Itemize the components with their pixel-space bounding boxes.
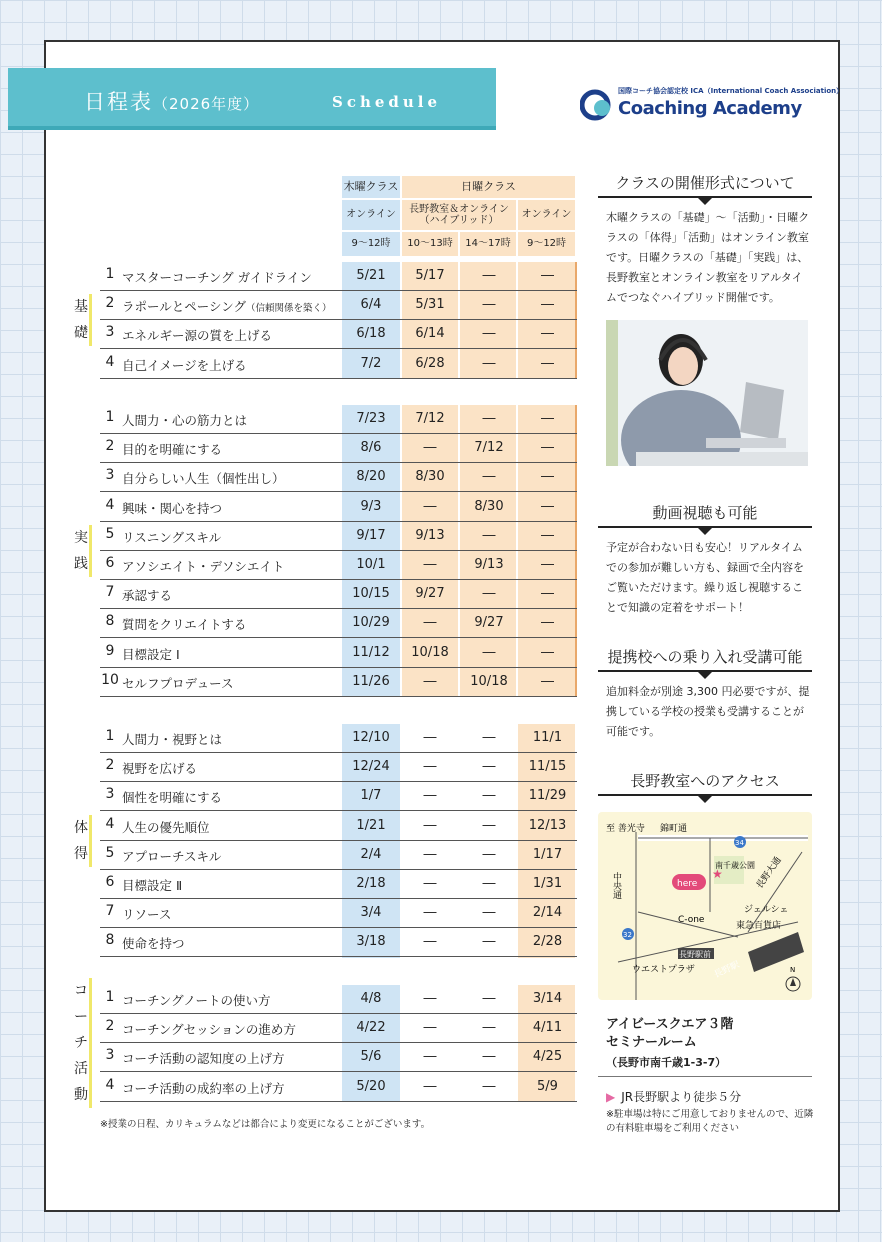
lesson-title: 目標設定 Ⅰ (122, 646, 180, 662)
category-label: 体得 (74, 819, 88, 862)
logo-mark-icon (580, 88, 614, 122)
date-thursday: 5/6 (360, 1049, 382, 1065)
date-hybrid-pm: ― (482, 1078, 496, 1094)
lesson-number: 2 (105, 295, 115, 312)
lesson-number: 7 (105, 903, 115, 920)
date-sunday-online: ― (541, 527, 554, 543)
date-hybrid-am: ― (423, 440, 437, 456)
year-label: （2026年度） (153, 95, 260, 113)
lesson-title: セルフプロデュース (122, 675, 234, 691)
date-sunday-online: 11/15 (528, 759, 567, 775)
date-sunday-online: 11/1 (532, 730, 563, 745)
lesson-number: 9 (105, 642, 115, 659)
online2-header: オンライン (518, 200, 575, 230)
date-hybrid-pm: ― (482, 326, 496, 342)
date-hybrid-am: ― (423, 557, 437, 572)
date-thursday: 10/15 (352, 586, 390, 602)
table-row (100, 463, 577, 492)
lesson-title: ラポールとペーシング（信頼関係を築く） (122, 299, 332, 315)
date-thursday: 4/22 (356, 1020, 386, 1036)
date-thursday: 12/24 (352, 759, 390, 775)
date-thursday: 6/4 (360, 297, 382, 313)
date-sunday-online: 4/11 (532, 1020, 563, 1036)
table-row (100, 551, 577, 580)
lesson-title: 自己イメージを上げる (122, 357, 247, 373)
lesson-number: 3 (105, 786, 115, 803)
date-hybrid-am: ― (423, 498, 437, 514)
date-hybrid-am: ― (423, 759, 437, 775)
venue-address: （長野市南千歳1-3-7） (606, 1056, 727, 1069)
table-row (100, 782, 577, 811)
date-hybrid-pm: ― (482, 905, 496, 921)
date-thursday: 3/18 (356, 934, 386, 950)
online-header: オンライン (342, 200, 400, 230)
date-sunday-online: ― (541, 268, 554, 283)
video-divider (598, 526, 812, 528)
date-hybrid-pm: ― (482, 527, 496, 543)
format-text: 木曜クラスの「基礎」～「活動」・日曜クラスの「体得」「活動」はオンライン教室です。日曜クラスの「基礎」「実践」は、長野教室とオンライン教室をリアルタイムでつなぐハイブリッド開催です。 (606, 211, 810, 304)
triangle-icon: ▶ (606, 1090, 616, 1104)
format-divider (598, 196, 812, 198)
access-divider (598, 794, 812, 796)
partner-text: 追加料金が別途 3,300 円必要ですが、提携している学校の授業も受講することが可能です。 (606, 685, 810, 738)
lesson-title: コーチングノートの使い方 (122, 993, 271, 1008)
table-row (100, 522, 577, 551)
lesson-number: 6 (105, 555, 115, 571)
date-hybrid-am: 10/18 (411, 644, 449, 660)
access-separator (598, 1076, 812, 1077)
date-thursday: 11/26 (352, 673, 390, 689)
lesson-number: 3 (105, 467, 115, 484)
sunday-header: 日曜クラス (402, 176, 575, 198)
date-thursday: 1/21 (356, 817, 386, 833)
date-thursday: 11/12 (352, 644, 390, 660)
date-thursday: 9/17 (356, 527, 386, 543)
lesson-title: 目的を明確にする (122, 442, 223, 458)
lesson-number: 4 (105, 496, 115, 513)
date-sunday-online: ― (541, 586, 554, 602)
date-hybrid-pm: ― (482, 297, 496, 313)
table-row (100, 262, 577, 291)
map-ekimae: 長野駅前 (679, 950, 711, 959)
lesson-number: 8 (105, 613, 115, 630)
lesson-title: 興味・関心を持つ (122, 500, 223, 516)
date-hybrid-pm: ― (482, 268, 496, 283)
category-bar (89, 294, 92, 346)
lesson-number: 8 (105, 932, 115, 949)
student-photo (606, 320, 808, 466)
table-row (100, 350, 577, 379)
lesson-number: 1 (105, 409, 115, 425)
date-hybrid-pm: ― (482, 934, 496, 950)
time-header-4: 9～12時 (518, 232, 575, 256)
date-thursday: 5/20 (356, 1078, 386, 1094)
date-hybrid-pm: 8/30 (474, 498, 504, 514)
time-header-3: 14～17時 (460, 232, 516, 256)
date-hybrid-pm: 7/12 (474, 440, 504, 456)
lesson-title: 人間力・心の筋力とは (122, 413, 248, 428)
date-sunday-online: 5/9 (537, 1078, 558, 1094)
map-star-icon: ★ (712, 867, 723, 881)
date-hybrid-am: 6/28 (415, 355, 445, 371)
date-sunday-online: 3/14 (532, 991, 563, 1006)
date-hybrid-am: ― (423, 934, 437, 950)
logo-name: Coaching Academy (618, 98, 802, 119)
date-thursday: 8/20 (356, 469, 386, 485)
date-thursday: 8/6 (360, 440, 382, 456)
lesson-title: アプローチスキル (122, 848, 222, 864)
date-sunday-online: 12/13 (528, 817, 567, 833)
date-hybrid-pm: ― (482, 355, 496, 371)
lesson-number: 6 (105, 874, 115, 890)
lesson-title: 質問をクリエイトする (122, 617, 247, 633)
date-sunday-online: ― (541, 411, 554, 426)
date-sunday-online: ― (541, 557, 554, 572)
date-hybrid-pm: ― (482, 730, 496, 745)
lesson-title: コーチ活動の認知度の上げ方 (122, 1051, 285, 1067)
lesson-number: 4 (105, 353, 115, 370)
date-hybrid-pm: ― (482, 411, 496, 426)
date-hybrid-am: ― (423, 730, 437, 745)
map-tokyu: 東急百貨店 (736, 921, 782, 931)
map-west: ウエストプラザ (632, 965, 695, 975)
format-heading: クラスの開催形式について (615, 174, 795, 192)
lesson-number: 3 (105, 324, 115, 341)
category-bar (89, 978, 92, 1108)
lesson-title: 自分らしい人生（個性出し） (122, 471, 285, 487)
date-hybrid-pm: ― (482, 788, 496, 804)
table-row (100, 812, 577, 841)
date-sunday-online: ― (541, 615, 554, 631)
date-hybrid-am: ― (423, 788, 437, 804)
lesson-number: 2 (105, 757, 115, 774)
category-label: 基礎 (74, 299, 88, 342)
table-row (100, 1073, 577, 1102)
date-sunday-online: ― (541, 469, 554, 485)
lesson-title: 個性を明確にする (122, 790, 223, 806)
access-heading: 長野教室へのアクセス (630, 772, 780, 790)
lesson-number: 2 (105, 1018, 115, 1035)
map-kencho: 錦町通 (660, 824, 688, 834)
lesson-number: 1 (105, 266, 115, 282)
map-gel: ジェルシェ (744, 905, 789, 915)
table-row (100, 493, 577, 522)
time-header-1: 9～12時 (342, 232, 400, 256)
lesson-number: 1 (105, 989, 115, 1005)
date-hybrid-am: ― (423, 846, 437, 862)
date-thursday: 4/8 (360, 991, 382, 1006)
date-thursday: 9/3 (360, 498, 382, 514)
logo (580, 84, 844, 124)
date-hybrid-am: 8/30 (415, 469, 445, 485)
table-row (100, 434, 577, 463)
date-sunday-online: ― (541, 355, 554, 371)
date-hybrid-am: ― (423, 673, 437, 689)
date-thursday: 12/10 (352, 730, 390, 745)
date-hybrid-pm: 9/13 (474, 557, 504, 572)
map-park: 南千歳公園 (715, 861, 755, 870)
table-row (100, 724, 577, 753)
lesson-number: 4 (105, 1076, 115, 1093)
map-here: here (677, 879, 698, 889)
thursday-header: 木曜クラス (342, 176, 400, 198)
table-row (100, 291, 577, 320)
table-row (100, 928, 577, 957)
table-row (100, 1014, 577, 1043)
date-hybrid-pm: 10/18 (470, 673, 508, 689)
lesson-number: 1 (105, 728, 115, 744)
date-thursday: 6/18 (356, 326, 386, 342)
lesson-title: アソシエイト・デソシエイト (122, 559, 285, 574)
date-sunday-online: ― (541, 673, 554, 689)
date-hybrid-am: ― (423, 1020, 437, 1036)
map-cone: C-one (678, 915, 705, 925)
lesson-number: 2 (105, 438, 115, 455)
date-hybrid-am: ― (423, 1049, 437, 1065)
date-sunday-online: 2/28 (532, 934, 563, 950)
lesson-title: 人間力・視野とは (122, 732, 223, 747)
lesson-number: 10 (101, 671, 119, 688)
date-thursday: 2/4 (360, 846, 382, 862)
date-hybrid-am: ― (423, 991, 437, 1006)
time-header-2: 10～13時 (402, 232, 458, 256)
date-hybrid-pm: ― (482, 1020, 496, 1036)
lesson-title: コーチ活動の成約率の上げ方 (122, 1080, 285, 1096)
table-row (100, 609, 577, 638)
date-hybrid-am: ― (423, 817, 437, 833)
lesson-title: リスニングスキル (122, 529, 222, 545)
date-sunday-online: ― (541, 326, 554, 342)
date-sunday-online: 1/31 (532, 876, 563, 891)
date-thursday: 10/1 (356, 557, 386, 572)
map-zenkoji: 至 善光寺 (606, 824, 645, 834)
date-hybrid-am: ― (423, 905, 437, 921)
lesson-title: エネルギー源の質を上げる (122, 328, 273, 344)
date-sunday-online: ― (541, 498, 554, 514)
lesson-title: 人生の優先順位 (122, 819, 210, 835)
date-hybrid-pm: ― (482, 1049, 496, 1065)
photo-illustration (606, 320, 808, 466)
date-hybrid-pm: 9/27 (474, 615, 504, 631)
map-drawing (598, 812, 812, 1000)
date-hybrid-pm: ― (482, 876, 496, 891)
lesson-title: リソース (122, 907, 172, 923)
map-route-34: 34 (735, 839, 744, 847)
date-thursday: 7/23 (356, 411, 386, 426)
schedule-note: ※授業の日程、カリキュラムなどは都合により変更になることがございます。 (100, 1119, 431, 1130)
category-label: コーチ活動 (74, 983, 88, 1104)
date-hybrid-am: 9/27 (415, 586, 445, 602)
lesson-title: 視野を広げる (122, 761, 198, 777)
table-row (100, 985, 577, 1014)
table-row (100, 841, 577, 870)
date-thursday: 2/18 (356, 876, 386, 891)
lesson-title: 使命を持つ (122, 936, 185, 952)
date-thursday: 5/21 (356, 268, 386, 283)
access-map (598, 812, 812, 1000)
table-row (100, 580, 577, 609)
page-title: 日程表（2026年度） (84, 90, 260, 114)
venue-name: アイビースクエア３階 セミナールーム (606, 1017, 734, 1050)
table-row (100, 870, 577, 899)
lesson-title: 目標設定 Ⅱ (122, 878, 183, 893)
table-row (100, 1043, 577, 1072)
date-hybrid-am: 9/13 (415, 527, 445, 543)
date-thursday: 1/7 (360, 788, 382, 804)
lesson-title: 承認する (122, 588, 173, 604)
date-thursday: 10/29 (352, 615, 390, 631)
lesson-title: マスターコーチング ガイドライン (122, 270, 312, 285)
table-row (100, 639, 577, 668)
date-hybrid-am: 5/17 (415, 268, 445, 283)
date-hybrid-am: 7/12 (415, 411, 445, 426)
partner-heading: 提携校への乗り入れ受講可能 (607, 648, 803, 666)
date-sunday-online: 11/29 (528, 788, 567, 804)
date-sunday-online: ― (541, 644, 554, 660)
lesson-number: 5 (105, 844, 115, 861)
date-thursday: 7/2 (360, 355, 382, 371)
date-sunday-online: 1/17 (532, 846, 563, 862)
north-arrow-icon (790, 978, 796, 986)
map-chuo: 中央通 (611, 872, 621, 899)
lesson-number: 5 (105, 525, 115, 542)
date-hybrid-am: 6/14 (415, 326, 445, 342)
schedule-label: Schedule (332, 93, 442, 111)
lesson-number: 7 (105, 584, 115, 601)
date-sunday-online: 4/25 (532, 1049, 563, 1065)
date-hybrid-pm: ― (482, 991, 496, 1006)
lesson-title: コーチングセッションの進め方 (122, 1022, 296, 1038)
category-bar (89, 525, 92, 577)
category-label: 実践 (74, 530, 88, 572)
date-sunday-online: ― (541, 440, 554, 456)
date-sunday-online: ― (541, 297, 554, 313)
video-heading: 動画視聴も可能 (652, 504, 758, 522)
category-bar (89, 815, 92, 867)
date-hybrid-pm: ― (482, 469, 496, 485)
logo-subtitle: 国際コーチ協会認定校 ICA（International Coach Association） (618, 87, 844, 95)
map-station-label: 長野駅 (712, 960, 742, 981)
date-hybrid-pm: ― (482, 759, 496, 775)
table-row (100, 899, 577, 928)
date-hybrid-am: ― (423, 1078, 437, 1094)
date-hybrid-am: ― (423, 876, 437, 891)
map-odori: 長野大通 (754, 855, 784, 891)
date-hybrid-pm: ― (482, 586, 496, 602)
date-hybrid-pm: ― (482, 644, 496, 660)
partner-divider (598, 670, 812, 672)
video-text: 予定が合わない日も安心！リアルタイムでの参加が難しい方も、録画で全内容をご覧いただけます。繰り返し視聴することで知識の定着をサポート！ (606, 541, 804, 614)
table-row (100, 753, 577, 782)
table-row (100, 320, 577, 349)
hybrid-header: 長野教室＆オンライン（ハイブリッド） (402, 200, 516, 230)
date-hybrid-pm: ― (482, 817, 496, 833)
table-row (100, 668, 577, 697)
table-row (100, 405, 577, 434)
date-hybrid-am: ― (423, 615, 437, 631)
lesson-number: 4 (105, 815, 115, 832)
lesson-number: 3 (105, 1047, 115, 1064)
parking-note: ※駐車場は特にご用意しておりませんので、近隣の有料駐車場をご利用ください (606, 1109, 814, 1134)
map-north: N (790, 966, 796, 974)
date-hybrid-am: 5/31 (415, 297, 445, 313)
walk-info: ▶ JR長野駅より徒歩５分 (606, 1090, 742, 1104)
map-route-32: 32 (623, 931, 632, 939)
lesson-subtitle: （信頼関係を築く） (245, 303, 332, 315)
date-hybrid-pm: ― (482, 846, 496, 862)
date-sunday-online: 2/14 (532, 905, 563, 921)
date-thursday: 3/4 (360, 905, 382, 921)
